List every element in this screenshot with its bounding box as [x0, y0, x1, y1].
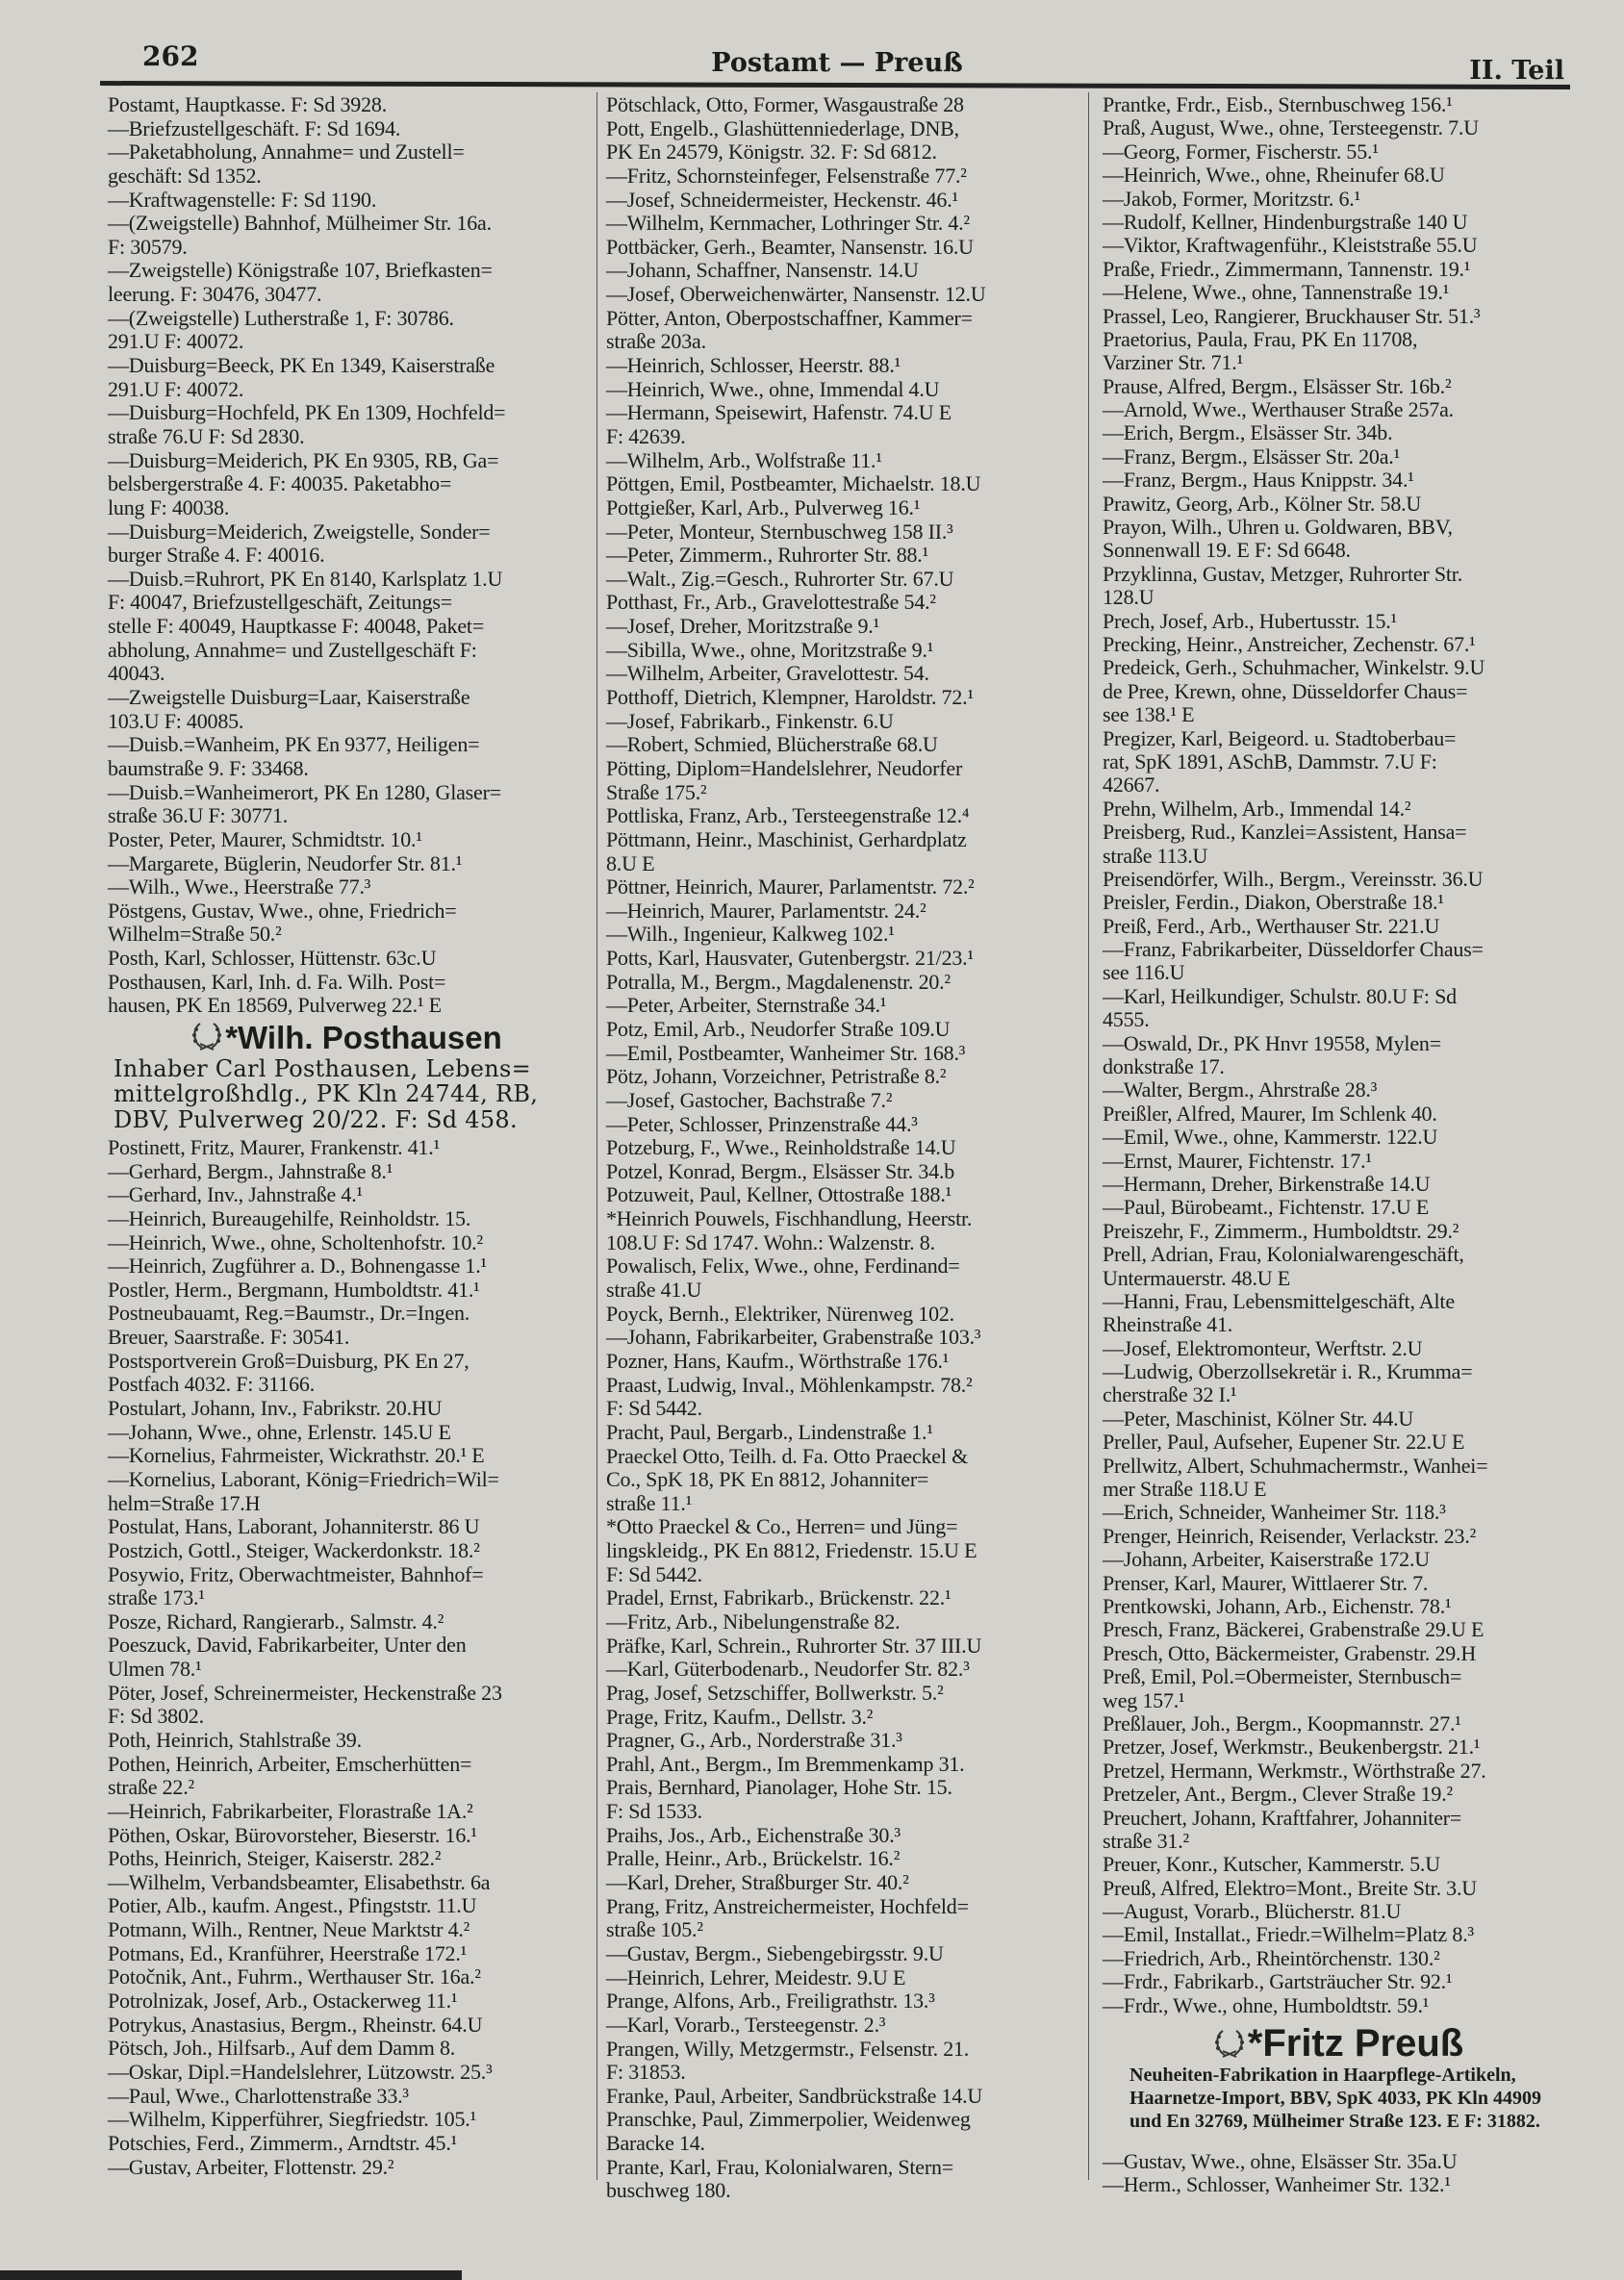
directory-entry-line: —Josef, Gastocher, Bachstraße 7.²: [606, 1087, 893, 1112]
directory-entry-line: —Hermann, Speisewirt, Hafenstr. 74.U E: [606, 400, 952, 425]
directory-entry-line: abholung, Annahme= und Zustellgeschäft F:: [108, 637, 477, 662]
directory-entry-line: —Gustav, Bergm., Siebengebirgsstr. 9.U: [606, 1940, 944, 1965]
directory-entry-line: —Peter, Monteur, Sternbuschweg 158 II.³: [606, 519, 953, 544]
directory-entry-line: Potier, Alb., kaufm. Angest., Pfingststr. 11.U: [108, 1893, 477, 1918]
directory-entry-line: Praeckel Otto, Teilh. d. Fa. Otto Praeckel &: [606, 1443, 968, 1468]
directory-entry-line: Pralle, Heinr., Arb., Brückelstr. 16.²: [606, 1846, 901, 1871]
directory-entry-line: Precking, Heinr., Anstreicher, Zechenstr. 67.¹: [1103, 631, 1476, 656]
directory-entry-line: Pöstgens, Gustav, Wwe., ohne, Friedrich=: [108, 898, 457, 923]
directory-entry-line: —Erich, Schneider, Wanheimer Str. 118.³: [1103, 1500, 1446, 1525]
directory-entry-line: Prellwitz, Albert, Schuhmachermstr., Wanhei=: [1103, 1453, 1488, 1478]
directory-entry-line: Predeick, Gerh., Schuhmacher, Winkelstr. 9.U: [1103, 655, 1485, 680]
directory-entry-line: Pozner, Hans, Kaufm., Wörthstraße 176.¹: [606, 1348, 950, 1373]
directory-entry-line: —Paul, Wwe., Charlottenstraße 33.³: [108, 2083, 409, 2108]
directory-entry-line: Potmann, Wilh., Rentner, Neue Marktstr 4.²: [108, 1917, 470, 1942]
directory-entry-line: Praße, Friedr., Zimmermann, Tannenstr. 19.¹: [1103, 256, 1471, 281]
advertisement-fritz-preuss: [1103, 2017, 1574, 2150]
directory-entry-line: Potočnik, Ant., Fuhrm., Werthauser Str. 16a.²: [108, 1964, 481, 1989]
directory-entry-line: Prahl, Ant., Bergm., Im Bremmenkamp 31.: [606, 1751, 965, 1776]
directory-entry-line: Presch, Franz, Bäckerei, Grabenstraße 29.U E: [1103, 1617, 1484, 1642]
directory-entry-line: Prag, Josef, Setzschiffer, Bollwerkstr. 5.²: [606, 1680, 944, 1705]
directory-entry-line: —Hermann, Dreher, Birkenstraße 14.U: [1103, 1171, 1431, 1196]
directory-entry-line: Prayon, Wilh., Uhren u. Goldwaren, BBV,: [1103, 515, 1453, 540]
directory-entry-line: cherstraße 32 I.¹: [1103, 1382, 1237, 1407]
directory-entry-line: —Walter, Bergm., Ahrstraße 28.³: [1103, 1077, 1378, 1102]
directory-entry-line: straße 31.²: [1103, 1828, 1189, 1853]
directory-entry-line: —Josef, Oberweichenwärter, Nansenstr. 12.U: [606, 282, 986, 307]
directory-entry-line: Pracht, Paul, Bergarb., Lindenstraße 1.¹: [606, 1419, 933, 1444]
directory-entry-line: Potz, Emil, Arb., Neudorfer Straße 109.U: [606, 1016, 951, 1041]
directory-entry-line: donkstraße 17.: [1103, 1054, 1225, 1079]
directory-entry-line: —Briefzustellgeschäft. F: Sd 1694.: [108, 115, 401, 140]
directory-entry-line: —Robert, Schmied, Blücherstraße 68.U: [606, 732, 938, 757]
directory-entry-line: *Otto Praeckel & Co., Herren= und Jüng=: [606, 1514, 958, 1539]
directory-entry-line: F: 40047, Briefzustellgeschäft, Zeitungs=: [108, 590, 452, 615]
directory-entry-line: —Zweigstelle Duisburg=Laar, Kaiserstraße: [108, 685, 470, 710]
directory-entry-line: —Gustav, Arbeiter, Flottenstr. 29.²: [108, 2154, 394, 2179]
directory-entry-line: geschäft: Sd 1352.: [108, 163, 262, 188]
column-2: [606, 93, 1079, 2203]
directory-entry-line: —Duisburg=Meiderich, PK En 9305, RB, Ga=: [108, 447, 499, 472]
directory-entry-line: Potzeburg, F., Wwe., Reinholdstraße 14.U: [606, 1135, 956, 1160]
directory-entry-line: 291.U F: 40072.: [108, 376, 244, 401]
directory-entry-line: Praetorius, Paula, Frau, PK En 11708,: [1103, 326, 1418, 351]
laurel-wreath-icon: [190, 1021, 223, 1051]
laurel-wreath-icon: [1213, 2026, 1246, 2057]
directory-entry-line: Postfach 4032. F: 31166.: [108, 1372, 315, 1397]
directory-entry-line: Pottbäcker, Gerh., Beamter, Nansenstr. 16.U: [606, 234, 974, 259]
directory-entry-line: —Josef, Schneidermeister, Heckenstr. 46.¹: [606, 187, 958, 212]
directory-entry-line: Przyklinna, Gustav, Metzger, Ruhrorter Str.: [1103, 561, 1463, 586]
directory-entry-line: —Josef, Fabrikarb., Finkenstr. 6.U: [606, 708, 894, 733]
directory-entry-line: —August, Vorarb., Blücherstr. 81.U: [1103, 1899, 1402, 1924]
directory-entry-line: Preiß, Ferd., Arb., Werthauser Str. 221.U: [1103, 913, 1440, 938]
directory-entry-line: Powalisch, Felix, Wwe., ohne, Ferdinand=: [606, 1254, 960, 1279]
directory-entry-line: Postinett, Fritz, Maurer, Frankenstr. 41.¹: [108, 1134, 440, 1159]
directory-entry-line: —Heinrich, Lehrer, Meidestr. 9.U E: [606, 1964, 906, 1989]
ad-headline: *Wilh. Posthausen: [225, 1019, 502, 1055]
directory-entry-line: Pottliska, Franz, Arb., Tersteegenstraße 12.⁴: [606, 803, 970, 828]
directory-entry-line: 8.U E: [606, 850, 655, 875]
directory-entry-line: Pöthen, Oskar, Bürovorsteher, Bieserstr. 16.¹: [108, 1822, 477, 1847]
directory-entry-line: Pötting, Diplom=Handelslehrer, Neudorfer: [606, 755, 963, 780]
directory-entry-line: Poeszuck, David, Fabrikarbeiter, Unter den: [108, 1633, 467, 1658]
directory-entry-line: weg 157.¹: [1103, 1687, 1185, 1712]
directory-entry-line: —Georg, Former, Fischerstr. 55.¹: [1103, 139, 1379, 164]
directory-entry-line: —Fritz, Arb., Nibelungenstraße 82.: [606, 1609, 901, 1634]
directory-entry-line: Prentkowski, Johann, Arb., Eichenstr. 78.¹: [1103, 1594, 1452, 1618]
directory-entry-line: Poths, Heinrich, Steiger, Kaiserstr. 282.²: [108, 1846, 442, 1871]
directory-entry-line: leerung. F: 30476, 30477.: [108, 282, 322, 307]
directory-entry-line: Sonnenwall 19. E F: Sd 6648.: [1103, 538, 1351, 563]
directory-entry-line: Breuer, Saarstraße. F: 30541.: [108, 1325, 350, 1350]
directory-entry-line: —Karl, Dreher, Straßburger Str. 40.²: [606, 1870, 909, 1895]
directory-entry-line: —Oswald, Dr., PK Hnvr 19558, Mylen=: [1103, 1030, 1441, 1055]
directory-entry-line: Postneubauamt, Reg.=Baumstr., Dr.=Ingen.: [108, 1301, 470, 1326]
directory-entry-line: 40043.: [108, 661, 165, 686]
page-number: 262: [142, 40, 199, 72]
directory-entry-line: Posth, Karl, Schlosser, Hüttenstr. 63c.U: [108, 946, 437, 971]
ad-headline: *Fritz Preuß: [1247, 2022, 1464, 2065]
directory-entry-line: —(Zweigstelle) Lutherstraße 1, F: 30786.: [108, 305, 454, 330]
directory-entry-line: —Peter, Schlosser, Prinzenstraße 44.³: [606, 1111, 918, 1136]
directory-entry-line: straße 22.²: [108, 1775, 194, 1800]
directory-entry-line: see 138.¹ E: [1103, 702, 1195, 727]
directory-entry-line: burger Straße 4. F: 40016.: [108, 543, 325, 568]
directory-entry-line: Preßlauer, Joh., Bergm., Koopmannstr. 27.¹: [1103, 1710, 1461, 1735]
directory-entry-line: Poster, Peter, Maurer, Schmidtstr. 10.¹: [108, 826, 422, 851]
directory-entry-line: —Sibilla, Wwe., ohne, Moritzstraße 9.¹: [606, 637, 934, 662]
column-3: [1103, 93, 1574, 2197]
column-divider: [596, 92, 597, 2180]
directory-entry-line: *Heinrich Pouwels, Fischhandlung, Heerstr.: [606, 1206, 973, 1231]
directory-entry-line: —Kraftwagenstelle: F: Sd 1190.: [108, 187, 377, 212]
directory-entry-line: —Emil, Wwe., ohne, Kammerstr. 122.U: [1103, 1125, 1438, 1150]
directory-entry-line: —Heinrich, Schlosser, Heerstr. 88.¹: [606, 353, 901, 378]
directory-entry-line: —Duisb.=Ruhrort, PK En 8140, Karlsplatz 1.U: [108, 566, 503, 591]
ad-line: und En 32769, Mülheimer Straße 123. E F: 31882.: [1129, 2111, 1540, 2133]
ad-line: DBV, Pulverweg 20/22. F: Sd 458.: [114, 1105, 518, 1133]
directory-entry-line: straße 11.¹: [606, 1490, 693, 1515]
directory-entry-line: —Emil, Postbeamter, Wanheimer Str. 168.³: [606, 1040, 966, 1065]
directory-entry-line: Pöttgen, Emil, Postbeamter, Michaelstr. 18.U: [606, 471, 981, 496]
directory-entry-line: Preuß, Alfred, Elektro=Mont., Breite Str. 3.U: [1103, 1875, 1477, 1900]
directory-entry-line: straße 41.U: [606, 1278, 702, 1303]
ad-line: Inhaber Carl Posthausen, Lebens=: [114, 1054, 532, 1082]
directory-entry-line: —Peter, Maschinist, Kölner Str. 44.U: [1103, 1406, 1414, 1431]
directory-entry-line: Preisendörfer, Wilh., Bergm., Vereinsstr. 36.U: [1103, 866, 1484, 891]
directory-entry-line: —Duisb.=Wanheim, PK En 9377, Heiligen=: [108, 732, 480, 757]
directory-entry-line: Potzel, Konrad, Bergm., Elsässer Str. 34.b: [606, 1158, 955, 1183]
directory-entry-line: —Heinrich, Wwe., ohne, Immendal 4.U: [606, 376, 940, 401]
directory-entry-line: F: Sd 3802.: [108, 1704, 204, 1729]
directory-entry-line: —Wilhelm, Kernmacher, Lothringer Str. 4.²: [606, 211, 970, 236]
directory-entry-line: —Wilh., Wwe., Heerstraße 77.³: [108, 874, 371, 899]
directory-entry-line: —Karl, Heilkundiger, Schulstr. 80.U F: Sd: [1103, 983, 1457, 1008]
directory-entry-line: PK En 24579, Königstr. 32. F: Sd 6812.: [606, 139, 937, 165]
directory-entry-line: Pott, Engelb., Glashüttenniederlage, DNB,: [606, 115, 959, 140]
directory-entry-line: lingskleidg., PK En 8812, Friedenstr. 15.U E: [606, 1538, 977, 1563]
directory-entry-line: —Frdr., Fabrikarb., Gartsträucher Str. 92.¹: [1103, 1969, 1453, 1994]
directory-entry-line: Pottgießer, Karl, Arb., Pulverweg 16.¹: [606, 494, 921, 519]
directory-entry-line: straße 36.U F: 30771.: [108, 803, 289, 828]
directory-entry-line: Prassel, Leo, Rangierer, Bruckhauser Str. 51.³: [1103, 303, 1481, 328]
directory-entry-line: Prang, Fritz, Anstreichermeister, Hochfeld=: [606, 1893, 969, 1918]
directory-entry-line: Pretzeler, Ant., Bergm., Clever Straße 19.²: [1103, 1782, 1453, 1807]
directory-entry-line: Franke, Paul, Arbeiter, Sandbrückstraße 14.U: [606, 2083, 983, 2108]
directory-entry-line: —Gerhard, Inv., Jahnstraße 4.¹: [108, 1182, 363, 1207]
directory-entry-line: baumstraße 9. F: 33468.: [108, 755, 309, 780]
directory-entry-line: Pradel, Ernst, Fabrikarb., Brückenstr. 22.¹: [606, 1585, 952, 1610]
directory-entry-line: F: Sd 1533.: [606, 1799, 702, 1824]
directory-entry-line: helm=Straße 17.H: [108, 1490, 261, 1515]
directory-entry-line: —Arnold, Wwe., Werthauser Straße 257a.: [1103, 397, 1454, 422]
directory-entry-line: Potthast, Fr., Arb., Gravelottestraße 54.²: [606, 590, 936, 615]
directory-entry-line: Potts, Karl, Hausvater, Gutenbergstr. 21/23.¹: [606, 946, 974, 971]
directory-entry-line: F: Sd 5442.: [606, 1396, 702, 1421]
directory-entry-line: Posywio, Fritz, Oberwachtmeister, Bahnhof=: [108, 1561, 484, 1586]
directory-entry-line: —Kornelius, Fahrmeister, Wickrathstr. 20.¹ E: [108, 1443, 485, 1468]
ad-line: Haarnetze-Import, BBV, SpK 4033, PK Kln 44909: [1129, 2088, 1541, 2110]
directory-entry-line: mer Straße 118.U E: [1103, 1477, 1267, 1502]
directory-entry-line: —Wilhelm, Arb., Wolfstraße 11.¹: [606, 447, 882, 472]
directory-entry-line: Prell, Adrian, Frau, Kolonialwarengeschäft,: [1103, 1242, 1464, 1267]
directory-entry-line: —Ludwig, Oberzollsekretär i. R., Krumma=: [1103, 1359, 1473, 1384]
directory-entry-line: 4555.: [1103, 1007, 1150, 1032]
directory-entry-line: Präfke, Karl, Schrein., Ruhrorter Str. 37 III.U: [606, 1633, 982, 1658]
directory-entry-line: Preuchert, Johann, Kraftfahrer, Johanniter=: [1103, 1805, 1462, 1830]
directory-entry-line: hausen, PK En 18569, Pulverweg 22.¹ E: [108, 993, 442, 1018]
directory-entry-line: F: 31853.: [606, 2060, 686, 2085]
ad-line: mittelgroßhdlg., PK Kln 24744, RB,: [114, 1080, 539, 1108]
directory-entry-line: straße 173.¹: [108, 1585, 205, 1610]
directory-entry-line: —Wilh., Ingenieur, Kalkweg 102.¹: [606, 922, 895, 947]
directory-entry-line: —Fritz, Schornsteinfeger, Felsenstraße 77.²: [606, 163, 967, 188]
directory-entry-line: —Helene, Wwe., ohne, Tannenstraße 19.¹: [1103, 280, 1450, 305]
directory-entry-line: F: Sd 5442.: [606, 1561, 702, 1586]
directory-entry-line: Prantke, Frdr., Eisb., Sternbuschweg 156.¹: [1103, 92, 1453, 116]
directory-entry-line: —Heinrich, Bureaugehilfe, Reinholdstr. 15.: [108, 1205, 471, 1230]
directory-entry-line: Potrolnizak, Josef, Arb., Ostackerweg 11.¹: [108, 1989, 458, 2014]
directory-entry-line: Preß, Emil, Pol.=Obermeister, Sternbusch=: [1103, 1664, 1462, 1689]
directory-entry-line: —Walt., Zig.=Gesch., Ruhrorter Str. 67.U: [606, 566, 954, 591]
directory-entry-line: Prehn, Wilhelm, Arb., Immendal 14.²: [1103, 796, 1411, 821]
directory-entry-line: Pöter, Josef, Schreinermeister, Heckenstraße 23: [108, 1680, 502, 1705]
directory-entry-line: —Peter, Arbeiter, Sternstraße 34.¹: [606, 993, 887, 1018]
directory-entry-line: Prais, Bernhard, Pianolager, Hohe Str. 15.: [606, 1775, 952, 1800]
directory-entry-line: Pöttmann, Heinr., Maschinist, Gerhardplatz: [606, 826, 967, 851]
directory-entry-line: Posze, Richard, Rangierarb., Salmstr. 4.²: [108, 1609, 444, 1634]
directory-entry-line: Prangen, Willy, Metzgermstr., Felsenstr. 21.: [606, 2036, 970, 2061]
directory-entry-line: Pötsch, Joh., Hilfsarb., Auf dem Damm 8.: [108, 2036, 456, 2061]
directory-entry-line: Prawitz, Georg, Arb., Kölner Str. 58.U: [1103, 491, 1422, 516]
directory-entry-line: —Wilhelm, Arbeiter, Gravelottestr. 54.: [606, 661, 929, 686]
directory-entry-line: —Viktor, Kraftwagenführ., Kleiststraße 55.U: [1103, 233, 1478, 258]
directory-entry-line: —Duisburg=Meiderich, Zweigstelle, Sonder=: [108, 519, 491, 544]
directory-entry-line: F: 30579.: [108, 234, 188, 259]
part-label: II. Teil: [1469, 56, 1564, 86]
directory-entry-line: stelle F: 40049, Hauptkasse F: 40048, Paket=: [108, 614, 485, 639]
directory-entry-line: —Heinrich, Maurer, Parlamentstr. 24.²: [606, 898, 926, 923]
directory-entry-line: 103.U F: 40085.: [108, 708, 244, 733]
header-rule: [100, 81, 1570, 89]
column-divider: [1088, 92, 1089, 2180]
directory-entry-line: —Hanni, Frau, Lebensmittelgeschäft, Alte: [1103, 1288, 1455, 1313]
directory-entry-line: —Johann, Fabrikarbeiter, Grabenstraße 103.³: [606, 1325, 981, 1350]
directory-entry-line: Postzich, Gottl., Steiger, Wackerdonkstr. 18.²: [108, 1537, 480, 1562]
directory-entry-line: Postsportverein Groß=Duisburg, PK En 27,: [108, 1348, 469, 1373]
directory-entry-line: Prange, Alfons, Arb., Freiligrathstr. 13.³: [606, 1989, 935, 2014]
directory-entry-line: —Peter, Zimmerm., Ruhrorter Str. 88.¹: [606, 543, 928, 568]
directory-entry-line: Potthoff, Dietrich, Klempner, Haroldstr. 72.¹: [606, 685, 974, 710]
directory-entry-line: Pothen, Heinrich, Arbeiter, Emscherhütten=: [108, 1751, 472, 1776]
directory-entry-line: Potralla, M., Bergm., Magdalenenstr. 20.²: [606, 969, 951, 994]
directory-entry-line: Praihs, Jos., Arb., Eichenstraße 30.³: [606, 1822, 901, 1847]
directory-entry-line: Potrykus, Anastasius, Bergm., Rheinstr. 64.U: [108, 2012, 483, 2037]
directory-entry-line: Pötschlack, Otto, Former, Wasgaustraße 28: [606, 92, 964, 116]
directory-entry-line: Potschies, Ferd., Zimmerm., Arndtstr. 45.¹: [108, 2130, 458, 2155]
directory-entry-line: Prenser, Karl, Maurer, Wittlaerer Str. 7.: [1103, 1570, 1429, 1595]
directory-entry-line: —Josef, Dreher, Moritzstraße 9.¹: [606, 614, 880, 639]
directory-entry-line: —Paketabholung, Annahme= und Zustell=: [108, 139, 465, 165]
directory-entry-line: Prause, Alfred, Bergm., Elsässer Str. 16b.²: [1103, 373, 1452, 398]
directory-entry-line: Pötter, Anton, Oberpostschaffner, Kammer=: [606, 305, 973, 330]
directory-entry-line: —Frdr., Wwe., ohne, Humboldtstr. 59.¹: [1103, 1992, 1430, 2017]
directory-entry-line: Postulat, Hans, Laborant, Johanniterstr. 86 U: [108, 1514, 480, 1539]
directory-entry-line: —Herm., Schlosser, Wanheimer Str. 132.¹: [1103, 2172, 1451, 2197]
directory-entry-line: belsbergerstraße 4. F: 40035. Paketabho=: [108, 471, 452, 496]
directory-entry-line: 128.U: [1103, 585, 1155, 610]
directory-entry-line: Varziner Str. 71.¹: [1103, 350, 1243, 375]
directory-entry-line: Pregizer, Karl, Beigeord. u. Stadtoberbau=: [1103, 725, 1457, 750]
directory-entry-line: —Rudolf, Kellner, Hindenburgstraße 140 U: [1103, 209, 1468, 234]
directory-entry-line: Pranschke, Paul, Zimmerpolier, Weidenweg: [606, 2107, 971, 2132]
directory-entry-line: Pötz, Johann, Vorzeichner, Petristraße 8.²: [606, 1064, 947, 1089]
directory-entry-line: Postulart, Johann, Inv., Fabrikstr. 20.HU: [108, 1396, 443, 1421]
directory-entry-line: 42667.: [1103, 773, 1160, 798]
directory-entry-line: Pretzel, Hermann, Werkmstr., Wörthstraße 27.: [1103, 1758, 1486, 1783]
directory-entry-line: —Heinrich, Wwe., ohne, Scholtenhofstr. 10.²: [108, 1229, 483, 1254]
directory-entry-line: Co., SpK 18, PK En 8812, Johanniter=: [606, 1467, 929, 1492]
directory-entry-line: Preißler, Alfred, Maurer, Im Schlenk 40.: [1103, 1101, 1437, 1126]
directory-entry-line: straße 113.U: [1103, 843, 1208, 868]
directory-entry-line: —Emil, Installat., Friedr.=Wilhelm=Platz 8.³: [1103, 1922, 1474, 1947]
directory-entry-line: —Franz, Bergm., Haus Knippstr. 34.¹: [1103, 468, 1414, 493]
directory-entry-line: see 116.U: [1103, 960, 1185, 985]
directory-entry-line: Presch, Otto, Bäckermeister, Grabenstr. 29.H: [1103, 1640, 1477, 1665]
directory-entry-line: Praast, Ludwig, Inval., Möhlenkampstr. 78.²: [606, 1372, 973, 1397]
directory-entry-line: —Margarete, Büglerin, Neudorfer Str. 81.¹: [108, 850, 463, 875]
advertisement-posthausen: [108, 1020, 585, 1136]
directory-entry-line: Postler, Herm., Bergmann, Humboldtstr. 41.¹: [108, 1277, 480, 1302]
directory-entry-line: —Duisburg=Hochfeld, PK En 1309, Hochfeld=: [108, 400, 506, 425]
directory-entry-line: 108.U F: Sd 1747. Wohn.: Walzenstr. 8.: [606, 1229, 935, 1254]
directory-entry-line: Prenger, Heinrich, Reisender, Verlackstr. 23.²: [1103, 1523, 1477, 1548]
directory-entry-line: —Paul, Bürobeamt., Fichtenstr. 17.U E: [1103, 1195, 1430, 1220]
directory-entry-line: Prante, Karl, Frau, Kolonialwaren, Stern=: [606, 2154, 953, 2179]
directory-entry-line: —Jakob, Former, Moritzstr. 6.¹: [1103, 186, 1360, 211]
column-1: [108, 93, 585, 2179]
directory-entry-line: —Johann, Wwe., ohne, Erlenstr. 145.U E: [108, 1419, 451, 1444]
directory-entry-line: —Wilhelm, Verbandsbeamter, Elisabethstr. 6a: [108, 1869, 491, 1894]
directory-entry-line: —Kornelius, Laborant, König=Friedrich=Wil=: [108, 1466, 499, 1491]
directory-entry-line: F: 42639.: [606, 423, 686, 448]
directory-entry-line: 291.U F: 40072.: [108, 329, 244, 354]
directory-entry-line: Praß, August, Wwe., ohne, Tersteegenstr. 7.U: [1103, 115, 1479, 140]
directory-entry-line: Preisler, Ferdin., Diakon, Oberstraße 18.¹: [1103, 890, 1444, 915]
directory-entry-line: —Gerhard, Bergm., Jahnstraße 8.¹: [108, 1158, 393, 1183]
directory-entry-line: —Johann, Arbeiter, Kaiserstraße 172.U: [1103, 1547, 1430, 1572]
directory-entry-line: —Duisburg=Beeck, PK En 1349, Kaiserstraße: [108, 353, 495, 378]
directory-entry-line: —Josef, Elektromonteur, Werftstr. 2.U: [1103, 1335, 1423, 1360]
directory-entry-line: straße 105.²: [606, 1917, 703, 1942]
directory-entry-line: —Heinrich, Wwe., ohne, Rheinufer 68.U: [1103, 163, 1445, 188]
directory-entry-line: —Friedrich, Arb., Rheintörchenstr. 130.²: [1103, 1945, 1440, 1970]
directory-entry-line: Potzuweit, Paul, Kellner, Ottostraße 188.¹: [606, 1182, 952, 1207]
directory-entry-line: —Franz, Fabrikarbeiter, Düsseldorfer Chaus=: [1103, 937, 1484, 962]
directory-entry-line: —Karl, Vorarb., Tersteegenstr. 2.³: [606, 2012, 886, 2037]
directory-entry-line: Preller, Paul, Aufseher, Eupener Str. 22.U E: [1103, 1430, 1465, 1455]
directory-entry-line: —Ernst, Maurer, Fichtenstr. 17.¹: [1103, 1148, 1372, 1173]
directory-entry-line: Preuer, Konr., Kutscher, Kammerstr. 5.U: [1103, 1852, 1440, 1877]
directory-entry-line: Poyck, Bernh., Elektriker, Nürenweg 102.: [606, 1301, 954, 1326]
directory-entry-line: rat, SpK 1891, ASchB, Dammstr. 7.U F:: [1103, 748, 1437, 773]
directory-entry-line: Pretzer, Josef, Werkmstr., Beukenbergstr. 21.¹: [1103, 1735, 1481, 1760]
directory-entry-line: —(Zweigstelle) Bahnhof, Mülheimer Str. 16a.: [108, 211, 492, 236]
directory-entry-line: de Pree, Krewn, ohne, Düsseldorfer Chaus=: [1103, 678, 1468, 703]
directory-entry-line: —Heinrich, Zugführer a. D., Bohnengasse 1.¹: [108, 1254, 487, 1279]
directory-entry-line: Potmans, Ed., Kranführer, Heerstraße 172.¹: [108, 1940, 468, 1965]
directory-entry-line: —Duisb.=Wanheimerort, PK En 1280, Glaser=: [108, 779, 501, 804]
directory-entry-line: Prech, Josef, Arb., Hubertusstr. 15.¹: [1103, 608, 1397, 633]
directory-entry-line: straße 76.U F: Sd 2830.: [108, 423, 305, 448]
directory-entry-line: Postamt, Hauptkasse. F: Sd 3928.: [108, 92, 387, 116]
directory-entry-line: —Karl, Güterbodenarb., Neudorfer Str. 82.³: [606, 1657, 970, 1682]
page-edge-shadow: [0, 2270, 462, 2280]
directory-entry-line: —Wilhelm, Kipperführer, Siegfriedstr. 105.¹: [108, 2107, 476, 2132]
running-title: Postamt — Preuß: [711, 48, 963, 78]
directory-entry-line: —Franz, Bergm., Elsässer Str. 20a.¹: [1103, 443, 1400, 469]
directory-entry-line: Preiszehr, F., Zimmerm., Humboldtstr. 29.²: [1103, 1218, 1459, 1243]
directory-entry-line: —Erich, Bergm., Elsässer Str. 34b.: [1103, 420, 1393, 445]
directory-entry-line: —Johann, Schaffner, Nansenstr. 14.U: [606, 258, 919, 283]
directory-entry-line: straße 203a.: [606, 329, 706, 354]
directory-entry-line: Baracke 14.: [606, 2131, 705, 2156]
directory-entry-line: Preisberg, Rud., Kanzlei=Assistent, Hansa=: [1103, 820, 1467, 845]
directory-entry-line: Wilhelm=Straße 50.²: [108, 922, 282, 947]
directory-entry-line: Pragner, G., Arb., Norderstraße 31.³: [606, 1728, 902, 1753]
directory-entry-line: —Heinrich, Fabrikarbeiter, Florastraße 1A.²: [108, 1798, 473, 1823]
directory-entry-line: Prage, Fritz, Kaufm., Dellstr. 3.²: [606, 1704, 874, 1729]
directory-entry-line: lung F: 40038.: [108, 494, 230, 519]
directory-entry-line: Posthausen, Karl, Inh. d. Fa. Wilh. Post=: [108, 969, 446, 994]
directory-entry-line: Poth, Heinrich, Stahlstraße 39.: [108, 1728, 362, 1752]
ad-line: Neuheiten-Fabrikation in Haarpflege-Artikeln,: [1129, 2065, 1516, 2087]
directory-entry-line: —Oskar, Dipl.=Handelslehrer, Lützowstr. 25.³: [108, 2059, 493, 2084]
directory-entry-line: —Gustav, Wwe., ohne, Elsässer Str. 35a.U: [1103, 2149, 1458, 2174]
directory-entry-line: Rheinstraße 41.: [1103, 1312, 1233, 1337]
directory-entry-line: Ulmen 78.¹: [108, 1657, 202, 1682]
directory-entry-line: —Zweigstelle) Königstraße 107, Briefkasten=: [108, 258, 493, 283]
directory-entry-line: buschweg 180.: [606, 2178, 731, 2203]
directory-entry-line: Untermauerstr. 48.U E: [1103, 1265, 1290, 1290]
directory-entry-line: Pöttner, Heinrich, Maurer, Parlamentstr. 72.²: [606, 874, 975, 899]
directory-entry-line: Straße 175.²: [606, 779, 707, 804]
